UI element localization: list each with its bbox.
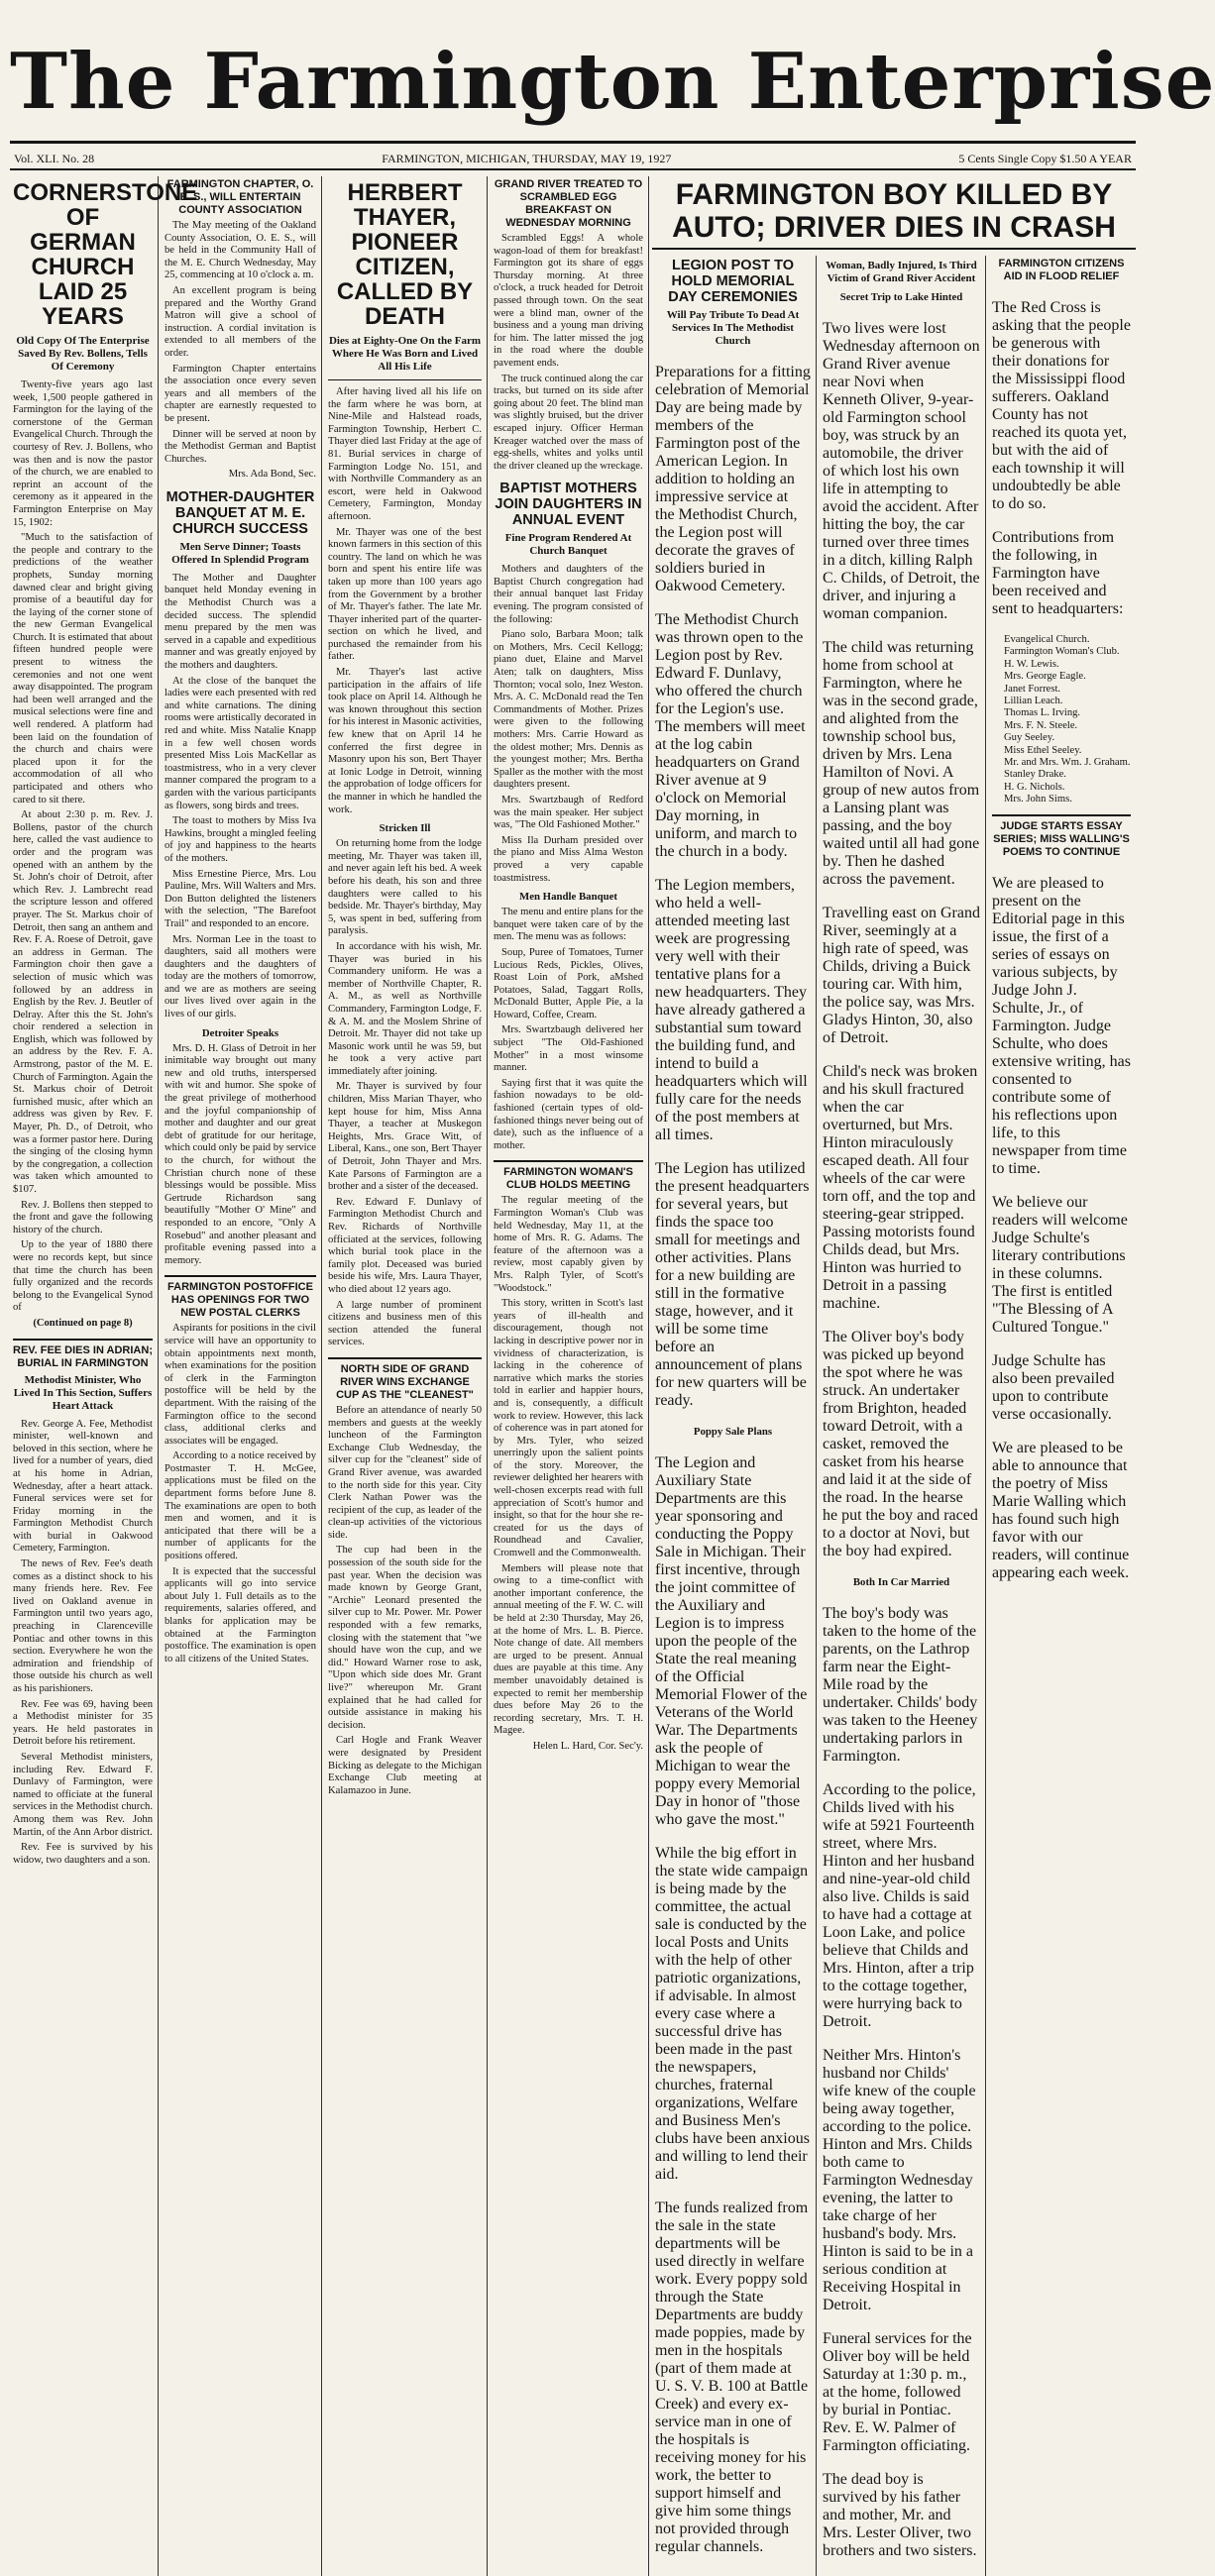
donor-item: Mrs. F. N. Steele. [1004, 719, 1078, 731]
article-paragraph: The menu and entire plans for the banquet were taken care of by the men. The menu was as follows: [494, 907, 643, 943]
article-paragraph: On returning home from the lodge meeting, Mr. Thayer was taken ill, and never again left his bed. A week before his death, his son and three daughters were called to his bedside. Mr. Thayer's birthday, May 5, was spent in bed, suffering from paralysis. [328, 838, 482, 937]
article-paragraph: Saying first that it was quite the fashion nowadays to be old-fashioned (certain types of old-fashioned things never being out of date), such as the influence of a mother. [494, 1077, 643, 1151]
column-3 [325, 176, 488, 2576]
article-paragraph: Members will please note that owing to a time-conflict with another important conference, the annual meeting of the F. W. C. will be held at 2:30 Thursday, May 26, at the home of Mrs. L. B. Pierce. Note change of date. All members are urged to be present. Annual dues are payable at this time. Any member unavoidably detained is expected to remit her membership dues before May 26 to the recording secretary, Mrs. T. H. Magee. [494, 1562, 643, 1737]
article-paragraph: Farmington Chapter entertains the association once every seven years and all members of the chapter are earnestly requested to be present. [165, 363, 316, 424]
article-paragraph: Mothers and daughters of the Baptist Church congregation had their annual banquet last Friday evening. The program consisted of the following: [494, 564, 643, 625]
article-paragraph: Neither Mrs. Hinton's husband nor Childs' wife knew of the couple being away together, according to the police. Hinton and Mrs. Childs both came to Farmington Wednesday evening, the latter to take charge of her husband's body. Mrs. Hinton is said to be in a serious condition at Receiving Hospital in Detroit. [823, 2047, 976, 2313]
donor-item: Janet Forrest. [1004, 683, 1061, 695]
article-paragraph: The child was returning home from school at Farmington, where he was in the second grade, and alighted from the township school bus, driven by Mrs. Lena Hamilton of Novi. A group of new autos from a Lansing plant was passing, and the boy waited until all had gone by. Then he dashed across the pavement. [823, 639, 980, 888]
signature: Mrs. Ada Bond, Sec. [228, 469, 316, 481]
article-paragraph: It is expected that the successful applicants will go into service about July 1. Full details as to the requirements, salaries offered, and blanks for application may be obtained at the Farmington postoffice. The examination is open to all citizens of the United States. [165, 1565, 316, 1664]
article-paragraph: Carl Hogle and Frank Weaver were designated by President Bicking as delegate to the Michigan Exchange Club meeting at Kalamazoo in June. [328, 1735, 482, 1796]
postoffice-headline: FARMINGTON POSTOFFICE HAS OPENINGS FOR TWO NEW POSTAL CLERKS [165, 1275, 316, 1320]
article-paragraph: Twenty-five years ago last week, 1,500 people gathered in Farmington for the laying of the cornerstone of the German Evangelical Church. Through the courtesy of Rev. J. Bollens, who was then and is now the pastor of the church, we are enabled to reprint an account of the ceremony as it appeared in the Farmington Enterprise on May 15, 1902: [13, 379, 154, 528]
article-paragraph: Aspirants for positions in the civil service will have an opportunity to obtain appointments next month, when examinations for the position of clerk in the Farmington postoffice will be held by the department. With the raising of the Farmington office to the second class, additional clerks and associates will be engaged. [165, 1323, 316, 1447]
article-paragraph: Rev. Fee is survived by his widow, two daughters and a son. [13, 1842, 153, 1866]
article-paragraph: The Methodist Church was thrown open to the Legion post by Rev. Edward F. Dunlavy, who offered the church for the Legion's use. The members will meet at the log cabin headquarters on Grand River avenue at 9 o'clock on Memorial Day morning, in uniform, and march to the church in a body. [655, 611, 806, 860]
article-paragraph: The cup had been in the possession of the south side for the past year. When the decision was made known by George Grant, "Archie" Leonard presented the silver cup to Mr. Power. Mr. Power responded with a few remarks, closing with the statement that "we should have won the cup, and we did." Howard Warner rose to ask, "Upon which side does Mr. Grant live?" whereupon Mr. Grant explained that he had called for outside assistance in making his decision. [328, 1545, 482, 1731]
donor-item: Farmington Woman's Club. [1004, 646, 1120, 658]
issue-date: FARMINGTON, MICHIGAN, THURSDAY, MAY 19, 1927 [382, 151, 672, 165]
article-paragraph: According to a notice received by Postmaster T. H. McGee, applications must be filed on the department forms before June 8. The examinations are open to both men and women, and it is anticipated that there will be a number of applicants for the positions offered. [165, 1450, 316, 1562]
dateline-bar [10, 149, 1136, 170]
subheading: Stricken Ill [379, 822, 431, 835]
article-paragraph: Mrs. Swartzbaugh delivered her subject "The Old-Fashioned Mother" in a most winsome manner. [494, 1024, 643, 1074]
cornerstone-headline: CORNERSTONE OF GERMAN CHURCH LAID 25 YEARS [13, 179, 198, 330]
article-paragraph: The toast to mothers by Miss Iva Hawkins, brought a mingled feeling of joy and happiness to the hearts of the mothers. [165, 815, 316, 864]
donor-item: Mr. and Mrs. Wm. J. Graham. [1004, 757, 1131, 769]
article-paragraph: Dinner will be served at noon by the Methodist German and Baptist Churches. [165, 428, 316, 465]
flood-relief-headline: FARMINGTON CITIZENS AID IN FLOOD RELIEF [998, 258, 1125, 282]
column-6 [820, 256, 986, 2576]
subheading: Secret Trip to Lake Hinted [839, 291, 963, 303]
oes-headline: FARMINGTON CHAPTER, O. E. S., WILL ENTERTAIN COUNTY ASSOCIATION [166, 178, 314, 216]
article-paragraph: Child's neck was broken and his skull fractured when the car overturned, but Mrs. Hinton miraculously escaped death. All four wheels of the car were torn off, and the top and steering-gear stripped. Passing motorists found Childs dead, but Mrs. Hinton was hurried to Detroit in a passing machine. [823, 1063, 978, 1312]
article-paragraph: The funds realized from the sale in the state departments will be used directly in welfare work. Every poppy sold through the State Departments are buddy made poppies, made by men in the hospitals (part of them made at U. S. V. B. 100 at Battle Creek) and every ex-service man in one of the hospitals is receiving money for his work, the better to support himself and give him some things not provided through regular channels. [655, 2200, 809, 2555]
article-paragraph: The boy's body was taken to the home of the parents, on the Lathrop farm near the Eight-Mile road by the undertaker. Childs' body was taken to the Heeney undertaking parlors in Farmington. [823, 1605, 978, 1765]
article-paragraph: At about 2:30 p. m. Rev. J. Bollens, pastor of the church here, called the vast audience to order and the program was opened with an anthem by the St. John's choir of Detroit, after which Rev. J. Lambrecht read the scripture lesson and offered prayer. The St. Markus choir of Detroit, then sang an anthem and Rev. F. A. Roese of Detroit, gave an address in German. The Farmington choir then gave a selection of music which was followed by an address in English by the Rev. J. Beutler of Delray. After this the St. John's choir rendered a selection in English, which was followed by an address by the Rev. F. A. Armstrong, pastor of the M. E. Church of Farmington. Again the St. Markus choir of Detroit furnished music, after which an address was given by Rev. F. Mayer, Ph. D., of Detroit, who was a former pastor here. During the singing of the closing hymn by the congregation, a collection was taken which amounted to $107. [13, 809, 153, 1195]
crash-deck: Woman, Badly Injured, Is Third Victim of Grand River Accident [826, 260, 977, 284]
donor-item: Mrs. George Eagle. [1004, 671, 1086, 683]
article-paragraph: "Much to the satisfaction of the people and contrary to the predictions of the weather prophets, Sunday morning dawned clear and bright giving promise of a beautiful day for the laying of the corner stone of the new German Evangelical Church. It is estimated that about fifteen hundred people were present to witness the ceremonies and not one went away disappointed. The program had been well arranged and the musical selections were fine and well rendered. A platform had been laid on the foundation of the church and chairs were placed upon it for the accommodation of all who participated and others who cared to sit there. [13, 532, 153, 805]
columns [10, 176, 1136, 2559]
article-paragraph: Mr. Thayer is survived by four children, Miss Marian Thayer, who kept house for him, Miss Anna Thayer, a teacher at Muskegon Heights, Mrs. Grace Witt, of Liberal, Kans., one son, Bert Thayer of Detroit, John Thayer and Mrs. Kate Parsons of Farmington are a brother and a sister of the deceased. [328, 1081, 482, 1193]
article-paragraph: Scrambled Eggs! A whole wagon-load of them for breakfast! Farmington got its share of eggs Thursday morning. At three o'clock, a truck headed for Detroit passed through town. On the seat were a blind man, owner of the business and a young man driving for him. The latter missed the jog in the road where the double pavement ends. [494, 233, 643, 369]
column-5 [652, 256, 817, 2576]
article-paragraph: According to the police, Childs lived with his wife at 5921 Fourteenth street, where Mrs. Hinton and her husband and nine-year-old child also live. Childs is said to have had a cottage at Loon Lake, and police believe that Childs and Mrs. Hinton, after a trip to the cottage together, were hurrying back to Detroit. [823, 1781, 976, 2030]
donor-item: H. G. Nichols. [1004, 781, 1065, 793]
newspaper-page [10, 6, 1215, 2559]
article-paragraph: Rev. Fee was 69, having been a Methodist minister for 35 years. He held pastorates in Detroit before his retirement. [13, 1698, 153, 1748]
donor-item: H. W. Lewis. [1004, 658, 1059, 670]
baptist-deck: Fine Program Rendered At Church Banquet [504, 532, 632, 558]
article-paragraph: At the close of the banquet the ladies were each presented with red and white carnations. The dining rooms were artistically decorated in red and white. Miss Natalie Knapp in a few well chosen words presented Miss Lois MacKellar as toastmistress, who in a very clever manner compared the program to a garden with the various participants as flowers, song birds and trees. [165, 675, 316, 811]
article-paragraph: Travelling east on Grand River, seemingly at a high rate of speed, was Childs, driving a Buick touring car. With him, the police say, was Mrs. Gladys Hinton, 30, also of Detroit. [823, 905, 980, 1046]
newspaper-title: The Farmington Enterprise [10, 37, 1215, 127]
fee-deck: Methodist Minister, Who Lived In This Section, Suffers Heart Attack [13, 1373, 153, 1412]
continued-notice: (Continued on page 8) [33, 1317, 133, 1329]
banquet-deck: Men Serve Dinner; Toasts Offered In Splendid Program [171, 540, 309, 566]
thayer-deck: Dies at Eighty-One On the Farm Where He Was Born and Lived All His Life [328, 335, 482, 380]
donor-item: Stanley Drake. [1004, 769, 1066, 781]
article-paragraph: The Mother and Daughter banquet held Monday evening in the Methodist Church was a decided success. The splendid menu prepared by the men was served in a capable and expeditious manner and was greatly enjoyed by the mothers and daughters. [165, 572, 316, 672]
volume-number: Vol. XLI. No. 28 [14, 151, 95, 165]
donor-item: Mrs. John Sims. [1004, 794, 1072, 805]
column-7 [989, 256, 1136, 2576]
article-paragraph: Two lives were lost Wednesday afternoon on Grand River avenue near Novi when Kenneth Oliver, 9-year-old Farmington school boy, was struck by an automobile, the driver of which lost his own life in attempting to avoid the accident. After hitting the boy, the car turned over three times in a ditch, killing Ralph C. Childs, of Detroit, the driver, and injuring a woman companion. [823, 320, 980, 622]
donor-item: Miss Ethel Seeley. [1004, 744, 1082, 756]
article-paragraph: The Legion members, who held a well-attended meeting last week are progressing very well with their tentative plans for a new headquarters. They have already gathered a substantial sum toward the building fund, and intend to build a headquarters which will fully care for the needs of the post members at all times. [655, 877, 808, 1143]
article-paragraph: Rev. George A. Fee, Methodist minister, well-known and beloved in this section, where he lived for a number of years, died at his home in Adrian, Wednesday, after a heart attack. Funeral services were set for Friday morning in the Farmington Methodist Church with burial in Oakwood Cemetery, Farmington. [13, 1418, 153, 1555]
eggs-headline: GRAND RIVER TREATED TO SCRAMBLED EGG BREAKFAST ON WEDNESDAY MORNING [494, 178, 643, 229]
womans-club-headline: FARMINGTON WOMAN'S CLUB HOLDS MEETING [494, 1160, 643, 1192]
article-paragraph: Mr. Thayer's last active participation in the affairs of life took place on April 14. Although he was known throughout this section for his interest in Masonic activities, few knew that on April 14 he conferred the first degree in Masonry upon his son, Bert Thayer at Ionic Lodge in Detroit, winning the approbation of lodge officers for the manner in which he handled the work. [328, 667, 482, 815]
article-paragraph: In accordance with his wish, Mr. Thayer was buried in his Commandery uniform. He was a member of Northville Chapter, R. A. M., as well as Northville Commandery, Farmington Lodge, F. & A. M. and the Moslem Shrine of Detroit. Mr. Thayer did not take up Masonic work until he was 59, but he took a very active part immediately after joining. [328, 940, 482, 1077]
legion-headline: LEGION POST TO HOLD MEMORIAL DAY CEREMONIES [668, 258, 798, 305]
article-paragraph: We believe our readers will welcome Judge Schulte's literary contributions in these columns. The first is entitled "The Blessing of A Cultured Tongue." [992, 1193, 1128, 1336]
article-paragraph: Mrs. D. H. Glass of Detroit in her inimitable way brought out many new and old truths, interspersed with wit and humor. She spoke of the great privilege of motherhood and the joyful companionship of mother and daughter and our great debt of gratitude for our heritage, which could only be paid by service to the church, for without the Christian church none of these blessings would be possible. Miss Gertrude Richardson sang beautifully "Mother O' Mine" and responded to an encore, "Only A Rosebud" and another pleasant and profitable evening passed into a memory. [165, 1042, 316, 1266]
article-paragraph: Before an attendance of nearly 50 members and guests at the weekly luncheon of the Farmington Exchange Club Wednesday, the silver cup for the "cleanest" side of Grand River avenue, was awarded to the north side for this year. City Clerk Nathan Power was the recipient of the cup, as leader of the clean-up activities of the victorious side. [328, 1404, 482, 1541]
article-paragraph: An excellent program is being prepared and the Worthy Grand Matron will give a school of instruction. A cordial invitation is extended to all members of the order. [165, 284, 316, 359]
subheading: Both In Car Married [852, 1576, 950, 1588]
article-paragraph: The dead boy is survived by his father and mother, Mr. and Mrs. Lester Oliver, two brothers and two sisters. [823, 2471, 977, 2559]
article-paragraph: Rev. J. Bollens then stepped to the front and gave the following history of the church. [13, 1199, 153, 1235]
article-paragraph: Mrs. Swartzbaugh of Redford was the main speaker. Her subject was, "The Old Fashioned Mother." [494, 794, 643, 831]
article-paragraph: The regular meeting of the Farmington Woman's Club was held Wednesday, May 11, at the home of Mrs. R. G. Adams. The feature of the afternoon was a review, most capably given by Mrs. Ralph Tyler, of Scott's "Woodstock." [494, 1195, 643, 1294]
article-paragraph: Several Methodist ministers, including Rev. Edward F. Dunlavy of Farmington, were named to officiate at the funeral services in the Methodist church. Among them was Rev. John Martin, of the Ann Arbor district. [13, 1751, 153, 1838]
article-paragraph: Judge Schulte has also been prevailed upon to contribute verse occasionally. [992, 1351, 1115, 1423]
article-paragraph: The Legion has utilized the present headquarters for several years, but finds the space too small for meetings and other activities. Plans for a new building are still in the formative stage, however, and it will be some time before an announcement of plans for new quarters will be ready. [655, 1160, 810, 1409]
fee-headline: REV. FEE DIES IN ADRIAN; BURIAL IN FARMINGTON [13, 1339, 153, 1370]
baptist-headline: BAPTIST MOTHERS JOIN DAUGHTERS IN ANNUAL EVENT [495, 481, 642, 529]
article-paragraph: Preparations for a fitting celebration of Memorial Day are being made by members of the Farmington post of the American Legion. In addition to holding an impressive service at the Methodist Church, the Legion post will decorate the graves of soldiers buried in Oakwood Cemetery. [655, 364, 811, 594]
article-paragraph: The May meeting of the Oakland County Association, O. E. S., will be held in the Community Hall of the M. E. Church Wednesday, May 25, commencing at 10 o'clock a. m. [165, 220, 316, 281]
article-paragraph: Mr. Thayer was one of the best known farmers in this section of this country. The land on which he was born and spent his entire life was taken up more than 100 years ago from the Government by a brother of Mr. Thayer's father. The late Mr. Thayer inherited part of the quarter-section on which he lived, and purchased the remainder from his father. [328, 526, 482, 663]
column-4 [491, 176, 649, 2576]
article-paragraph: Mrs. Norman Lee in the toast to daughters, said all mothers were daughters and the daughters of today are the mothers of tomorrow, and we are as mothers are seeing our lives lived over again in the lives of our girls. [165, 933, 316, 1020]
exchange-cup-headline: NORTH SIDE OF GRAND RIVER WINS EXCHANGE CUP AS THE "CLEANEST" [328, 1357, 482, 1402]
article-paragraph: Miss Ila Durham presided over the piano and Miss Alma Weston proved a very capable toastmistress. [494, 834, 643, 884]
article-paragraph: Soup, Puree of Tomatoes, Turner Lucious Reds, Pickles, Olives, Roast Loin of Pork, aMshed Potatoes, Salad, Taggart Rolls, McDonald Butter, Apple Pie, a la Howard, Coffee, Cream. [494, 946, 643, 1020]
cornerstone-deck: Old Copy Of The Enterprise Saved By Rev. Bollens, Tells Of Ceremony [16, 335, 150, 373]
article-paragraph: The Red Cross is asking that the people be generous with their donations for the Mississippi flood sufferers. Oakland County has not reached its quota yet, but with the aid of each township it will undoubtedly be able to do so. [992, 299, 1131, 512]
article-paragraph: This story, written in Scott's last years of ill-health and discouragement, though not lacking in descriptive power nor in vividness of characterization, is lacking in the coherence of narrative which marks the stories told in earlier and happier hours, and is, consequently, a difficult work to review. However, this lack of coherence was in part atoned for by Mrs. Tyler, who seized unerringly upon the salient points of the story. Moreover, the reviewer delighted her hearers with well-chosen excerpts read with full appreciation of Scott's humor and insight, so that for the hour she re-created for us the days of Roundhead and Cavalier, Cromwell and the Commonwealth. [494, 1298, 643, 1559]
subheading: Poppy Sale Plans [693, 1426, 773, 1438]
article-paragraph: The Oliver boy's body was picked up beyond the spot where he was struck. An undertaker from Brighton, headed toward Detroit, with a casket, removed the casket from his hearse and laid it at the side of the road. In the hearse he put the boy and raced to a doctor at Novi, but the boy had expired. [823, 1329, 978, 1559]
article-paragraph: The Legion and Auxiliary State Departments are this year sponsoring and conducting the Poppy Sale in Michigan. Their first incentive, through the joint committee of the Auxiliary and Legion is to impress upon the people of the State the real meaning of the Official Memorial Flower of the Veterans of the World War. The Departments ask the people of Michigan to wear the poppy every Memorial Day in honor of "those who gave the most." [655, 1454, 808, 1828]
donor-list [992, 634, 1131, 806]
essay-series-headline: JUDGE STARTS ESSAY SERIES; MISS WALLING'S POEMS TO CONTINUE [992, 814, 1131, 859]
article-paragraph: Piano solo, Barbara Moon; talk on Mothers, Mrs. Cecil Kellogg; piano duet, Elaine and Marvel Aten; talk on daughters, Miss Thornton; vocal solo, Inez Weston. Mrs. A. C. McDonald read the Ten Commandments of Mother. Prizes were given to the following mothers: Mrs. Carrie Howard as the oldest mother; Mrs. Dennis as the youngest mother; Mrs. Bertha Spaller as the mother with the most daughters present. [494, 629, 643, 791]
crash-headline: FARMINGTON BOY KILLED BY AUTO; DRIVER DIES IN CRASH [652, 178, 1136, 250]
subheading: Detroiter Speaks [201, 1026, 279, 1039]
column-2 [162, 176, 322, 2576]
column-1 [10, 176, 198, 2576]
article-paragraph: The truck continued along the car tracks, but turned on its side after going about 20 feet. The blind man was slightly bruised, but the driver escaped injury. Officer Herman Kreager watched over the mass of egg-shells, whites and yolks until the driver cleaned up the wreckage. [494, 373, 643, 472]
article-paragraph: While the big effort in the state wide campaign is being made by the committee, the actual sale is conducted by the local Posts and Units with the help of other patriotic organizations, if advisable. In almost every case where a successful drive has been made in the past the newspapers, churches, fraternal organizations, Welfare and Business Men's clubs have been anxious and willing to lend their aid. [655, 1845, 810, 2183]
article-paragraph: The news of Rev. Fee's death comes as a distinct shock to his many friends here. Rev. Fee lived on Oakland avenue in Farmington until two years ago, preaching in Clarenceville Pontiac and other towns in this section. Everywhere he won the admiration and friendship of those outside his church as well as his parishioners. [13, 1558, 153, 1694]
article-paragraph: Contributions from the following, in Farmington have been received and sent to headquarters: [992, 529, 1124, 617]
donor-item: Lillian Leach. [1004, 696, 1063, 707]
thayer-headline: HERBERT THAYER, PIONEER CITIZEN, CALLED BY DEATH [336, 179, 474, 330]
subheading: Men Handle Banquet [519, 891, 617, 904]
article-paragraph: We are pleased to present on the Editorial page in this issue, the first of a series of essays on various subjects, by Judge John J. Schulte, Jr., of Farmington. Judge Schulte, who does extensive writing, has consented to contribute some of his reflections upon life, to this newspaper from time to time. [992, 874, 1131, 1177]
signature: Helen L. Hard, Cor. Sec'y. [532, 1740, 643, 1752]
legion-deck: Will Pay Tribute To Dead At Services In The Methodist Church [666, 309, 800, 347]
donor-item: Thomas L. Irving. [1004, 707, 1081, 719]
right-section [652, 176, 1136, 2576]
banquet-headline: MOTHER-DAUGHTER BANQUET AT M. E. CHURCH SUCCESS [166, 488, 315, 537]
article-paragraph: After having lived all his life on the farm where he was born, at Nine-Mile and Halstead roads, Farmington Township, Herbert C. Thayer died last Friday at the age of 81. Burial services in charge of Farmington Lodge No. 151, and with Northville Commandery as an escort, were held in Oakwood Cemetery, Farmington, Monday afternoon. [328, 386, 482, 522]
article-paragraph: Funeral services for the Oliver boy will be held Saturday at 1:30 p. m., at the home, followed by burial in Pontiac. Rev. E. W. Palmer of Farmington officiating. [823, 2330, 972, 2454]
masthead [10, 6, 1215, 144]
article-paragraph: Up to the year of 1880 there were no records kept, but since that time the church has been fully organized and the records belong to the Evangelical Synod of [13, 1239, 153, 1314]
subscription-price: 5 Cents Single Copy $1.50 A YEAR [958, 151, 1132, 165]
article-paragraph: Rev. Edward F. Dunlavy of Farmington Methodist Church and Rev. Richards of Northville officiated at the services, following which burial took place in the family plot. Deceased was buried beside his wife, Mrs. Laura Thayer, who died about 12 years ago. [328, 1196, 482, 1295]
article-paragraph: Miss Ernestine Pierce, Mrs. Lou Pauline, Mrs. Will Walters and Mrs. Don Button delighted the listeners with the selection, "The Barefoot Trail" and responded to an encore. [165, 868, 316, 929]
article-paragraph: We are pleased to be able to announce that the poetry of Miss Marie Walling which has found such high favor with our readers, will continue appearing each week. [992, 1439, 1130, 1581]
donor-item: Guy Seeley. [1004, 732, 1055, 744]
article-paragraph: A large number of prominent citizens and business men of this section attended the funeral services. [328, 1299, 482, 1348]
donor-item: Evangelical Church. [1004, 634, 1090, 645]
